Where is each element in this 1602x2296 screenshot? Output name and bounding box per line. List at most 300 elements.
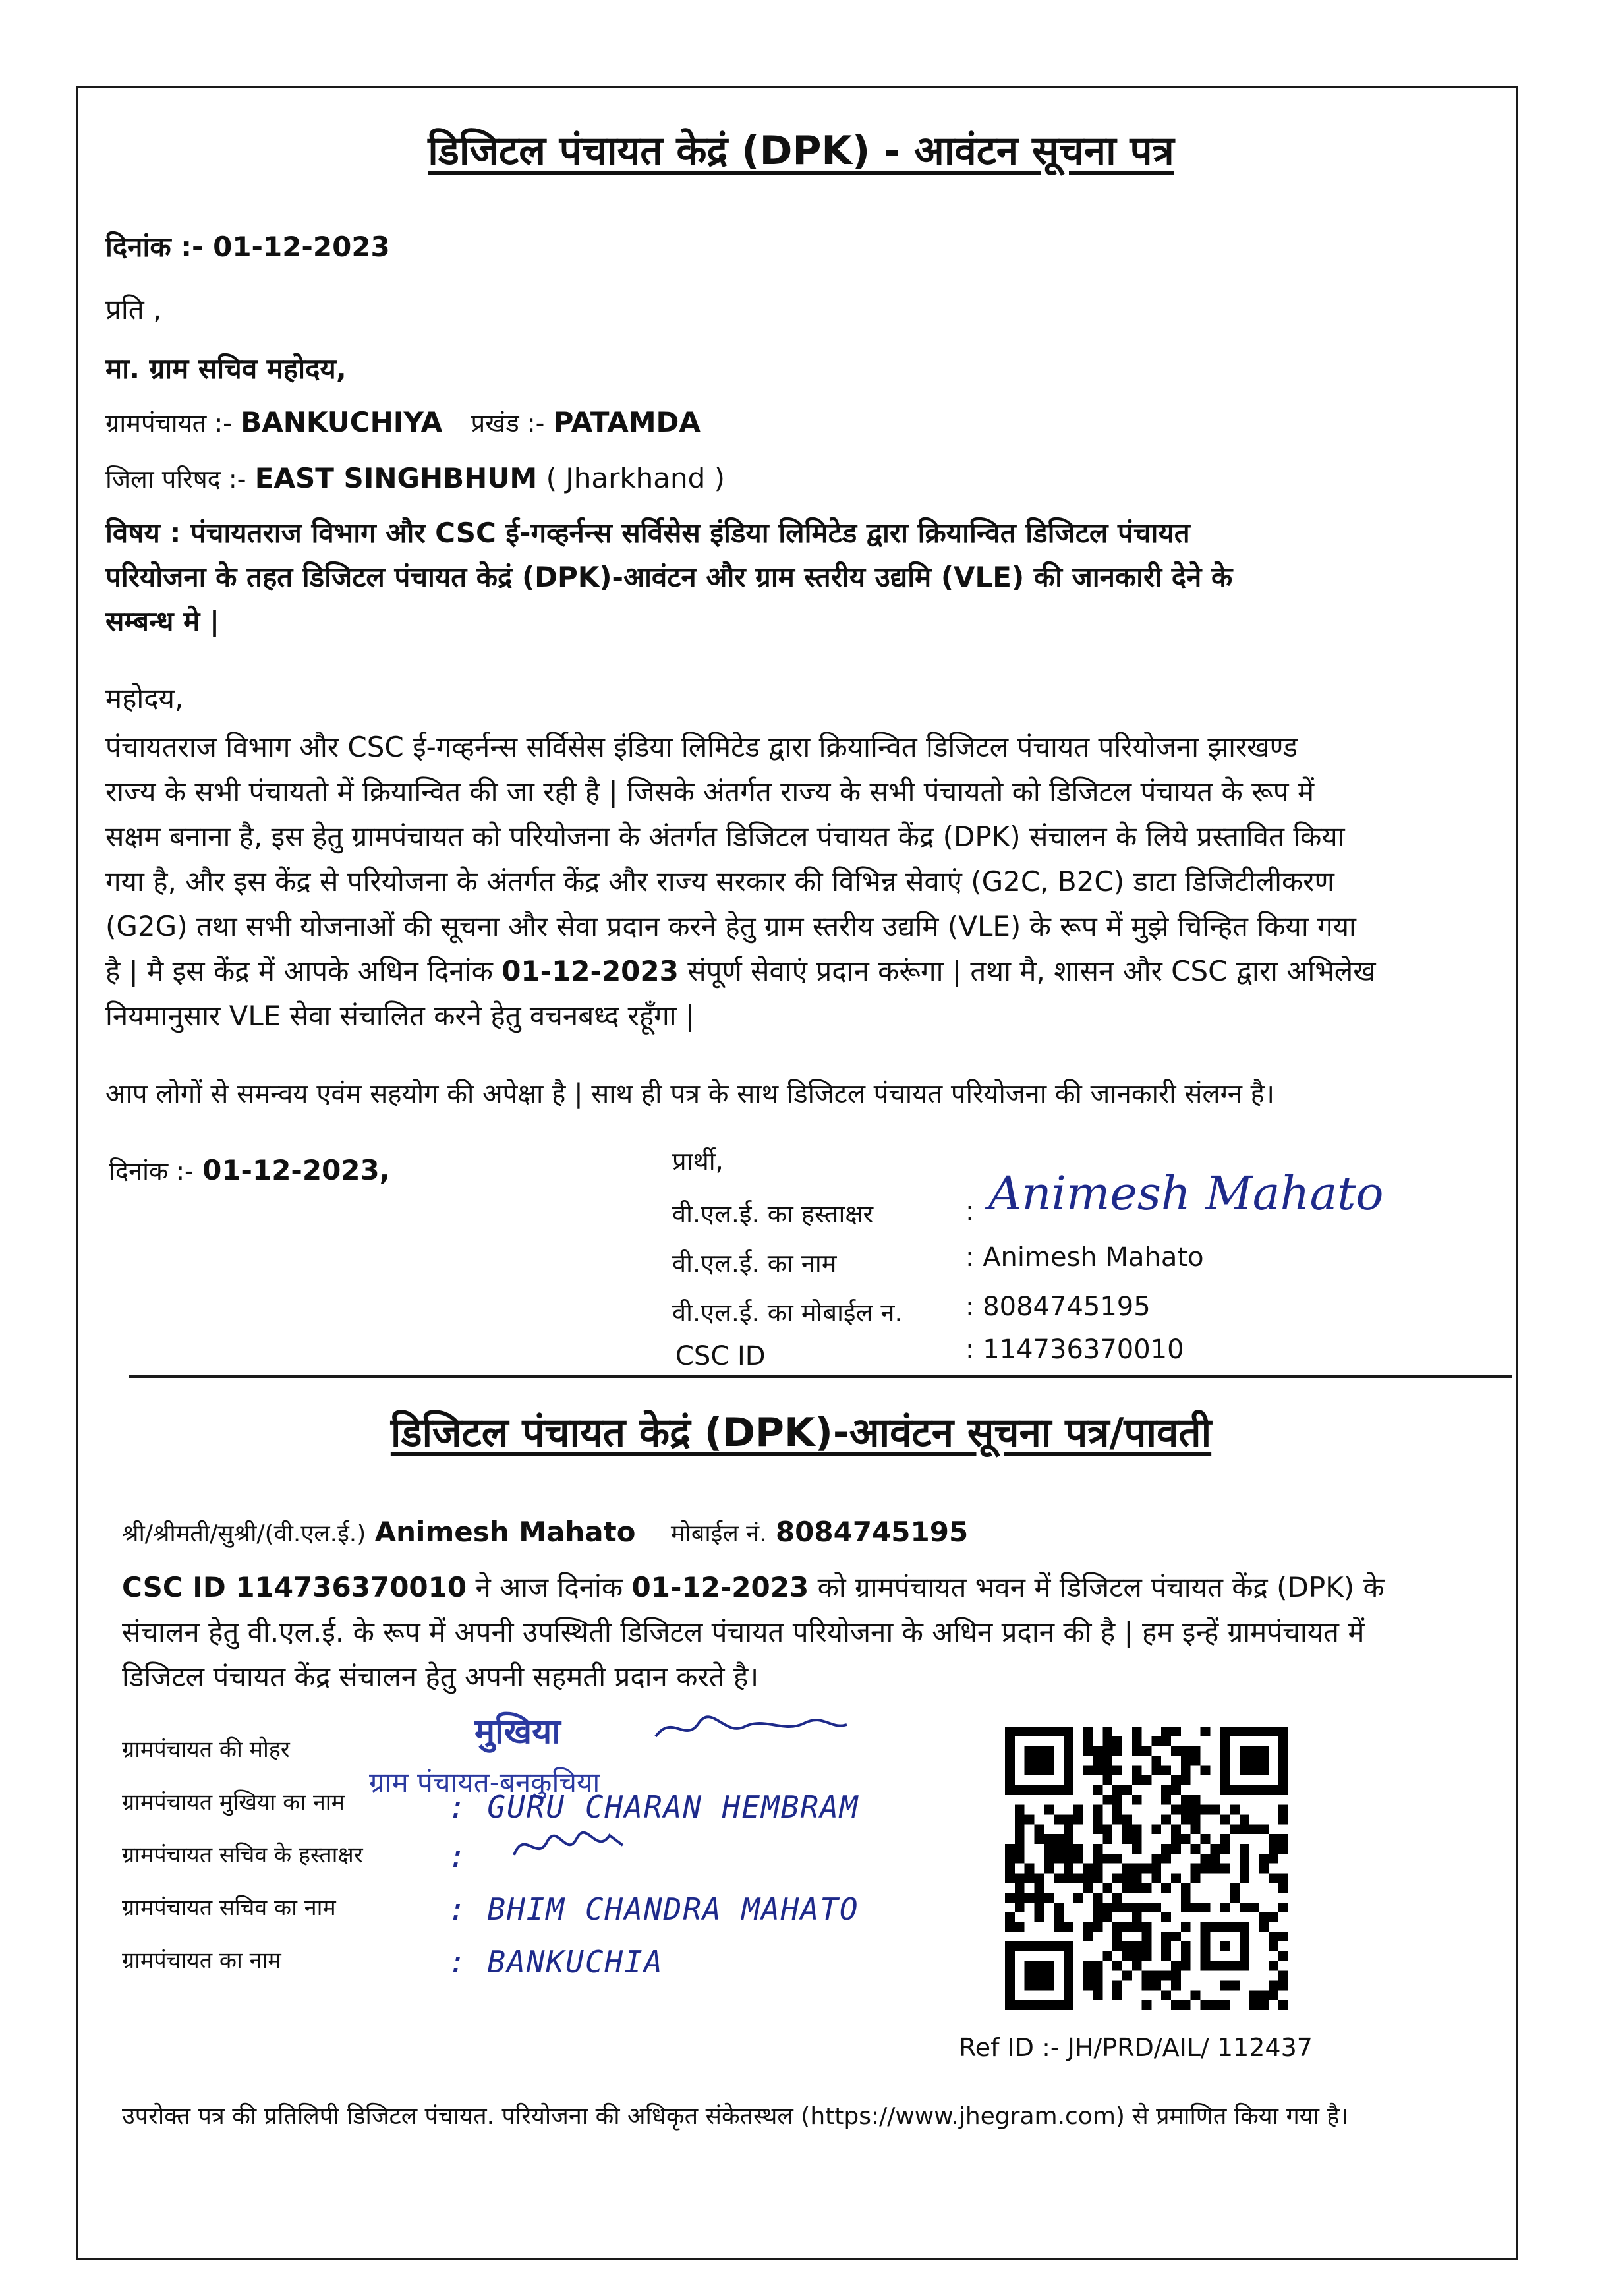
qr-module [1151, 1903, 1161, 1912]
qr-module [1102, 1795, 1112, 1805]
qr-module [1191, 1814, 1201, 1824]
qr-module [1161, 1990, 1171, 2000]
qr-module [1102, 1765, 1112, 1775]
qr-module [1015, 1834, 1025, 1844]
qr-module [1054, 1922, 1064, 1932]
district-line: जिला परिषद :- EAST SINGHBHUM ( Jharkhand ) [105, 462, 726, 494]
qr-module [1240, 1814, 1249, 1824]
qr-module [1093, 1844, 1102, 1854]
qr-module [1054, 1912, 1064, 1922]
qr-module [1054, 1873, 1064, 1883]
body-line: राज्य के सभी पंचायतो में क्रियान्वित की जा रही है | जिसके अंतर्गत राज्य के सभी पंचायतो को डिजिटल पंचायत के रूप में [105, 776, 1315, 808]
qr-module [1171, 1805, 1181, 1815]
qr-module [1151, 1756, 1161, 1765]
gp-seal-label: ग्रामपंचायत की मोहर [122, 1736, 290, 1763]
qr-module [1191, 1746, 1201, 1756]
qr-module [1112, 1805, 1122, 1815]
qr-module [1278, 1834, 1288, 1844]
qr-module [1132, 1727, 1142, 1736]
qr-module [1015, 1824, 1025, 1834]
qr-module [1151, 1736, 1161, 1746]
qr-module [1054, 1834, 1064, 1844]
qr-module [1142, 1775, 1152, 1785]
qr-module [1161, 1814, 1171, 1824]
qr-module [1025, 1864, 1035, 1874]
qr-module [1191, 1824, 1201, 1834]
qr-module [1064, 1844, 1073, 1854]
subject-line: परियोजना के तहत डिजिटल पंचायत केद्रं (DPK)-आवंटन और ग्राम स्तरीय उद्यमि (VLE) की जानकारी देने के [105, 561, 1233, 593]
qr-module [1005, 1854, 1015, 1864]
qr-module [1064, 1824, 1073, 1834]
qr-module [1240, 1873, 1249, 1883]
qr-module [1249, 1903, 1259, 1912]
stamp-gram-panchayat: ग्राम पंचायत-बनकुचिया [369, 1766, 600, 1798]
qr-module [1201, 1834, 1211, 1844]
qr-module [1112, 1932, 1122, 1941]
qr-module [1210, 1844, 1220, 1854]
qr-module [1112, 1941, 1122, 1951]
qr-module [1005, 1873, 1015, 1883]
gp-secretary-name-label: ग्रामपंचायत सचिव का नाम [122, 1895, 336, 1921]
qr-module [1181, 1834, 1191, 1844]
addressee: मा. ग्राम सचिव महोदय, [105, 353, 347, 385]
qr-module [1112, 1765, 1122, 1775]
qr-module [1259, 1912, 1269, 1922]
csc-id-value: : 114736370010 [965, 1335, 1184, 1365]
qr-module [1191, 1864, 1201, 1874]
qr-module [1269, 1961, 1278, 1971]
qr-module [1112, 1903, 1122, 1912]
qr-module [1083, 1932, 1093, 1941]
qr-module [1142, 1971, 1152, 1981]
qr-module [1093, 1922, 1102, 1932]
qr-module [1181, 1893, 1191, 1903]
qr-module [1132, 1746, 1142, 1756]
qr-module [1171, 1844, 1181, 1854]
subject [105, 511, 1489, 643]
qr-module [1210, 1854, 1220, 1864]
qr-module [1161, 1795, 1171, 1805]
qr-module [1093, 1854, 1102, 1864]
qr-module [1034, 1893, 1044, 1903]
letter-title: डिजिटल पंचायत केद्रं (DPK) - आवंटन सूचना पत्र [428, 128, 1174, 174]
qr-module [1171, 1727, 1181, 1736]
qr-module [1102, 1824, 1112, 1834]
qr-module [1034, 1903, 1044, 1912]
qr-module [1083, 1746, 1093, 1756]
qr-module [1201, 2000, 1211, 2010]
qr-module [1064, 1922, 1073, 1932]
qr-module [1171, 1824, 1181, 1834]
qr-module [1122, 1941, 1132, 1951]
section-divider [129, 1375, 1512, 1378]
qr-module [1269, 1844, 1278, 1854]
prati: प्रति , [105, 293, 162, 326]
qr-module [1161, 1727, 1171, 1736]
qr-module [1122, 1951, 1132, 1961]
qr-module [1073, 1893, 1083, 1903]
qr-module [1278, 1883, 1288, 1893]
receipt-vle-line: श्री/श्रीमती/सुश्री/(वी.एल.ई.) Animesh Mahato मोबाईल नं. 8084745195 [122, 1516, 969, 1548]
qr-module [1151, 1981, 1161, 1991]
body-line: है | मै इस केंद्र में आपके अधिन दिनांक 01-12-2023 संपूर्ण सेवाएं प्रदान करूंगा | तथा मै, शासन और CSC द्वारा अभिलेख [105, 955, 1376, 987]
qr-module [1181, 1775, 1191, 1785]
qr-module [1122, 1814, 1132, 1824]
qr-module [1201, 1727, 1211, 1736]
qr-module [1161, 1932, 1171, 1941]
qr-module [1044, 1893, 1054, 1903]
qr-module [1278, 1844, 1288, 1854]
qr-module [1181, 1795, 1191, 1805]
qr-module [1093, 1990, 1102, 2000]
qr-module [1132, 1883, 1142, 1893]
qr-module [1278, 1981, 1288, 1991]
vle-mobile-value: : 8084745195 [965, 1292, 1151, 1322]
qr-module [1220, 1981, 1230, 1991]
qr-module [1083, 1736, 1093, 1746]
qr-module [1142, 1903, 1152, 1912]
qr-module [1210, 1805, 1220, 1815]
qr-module [1142, 1883, 1152, 1893]
qr-module [1201, 1903, 1211, 1912]
qr-module [1151, 1854, 1161, 1864]
qr-module [1034, 1873, 1044, 1883]
qr-module [1122, 1883, 1132, 1893]
qr-module [1161, 1883, 1171, 1893]
qr-module [1171, 1746, 1181, 1756]
qr-module [1181, 2000, 1191, 2010]
qr-module [1112, 1736, 1122, 1746]
qr-module [1171, 1971, 1181, 1981]
qr-module [1249, 1824, 1259, 1834]
vle-sign-label: वी.एल.ई. का हस्ताक्षर [672, 1199, 874, 1228]
qr-module [1073, 1814, 1083, 1824]
qr-module [1083, 1971, 1093, 1981]
qr-module [1171, 2000, 1181, 2010]
qr-module [1161, 1844, 1171, 1854]
qr-module [1083, 1981, 1093, 1991]
qr-module [1151, 1971, 1161, 1981]
qr-module [1102, 1727, 1112, 1736]
qr-module [1201, 1805, 1211, 1815]
qr-module [1025, 1814, 1035, 1824]
qr-module [1064, 1854, 1073, 1864]
qr-module [1240, 1903, 1249, 1912]
body-line: सक्षम बनाना है, इस हेतु ग्रामपंचायत को परियोजना के अंतर्गत डिजिटल पंचायत केंद्र (DPK) संचालन के लिये प्रस्तावित किया [105, 820, 1345, 853]
qr-module [1151, 1765, 1161, 1775]
qr-module [1025, 1893, 1035, 1903]
qr-module [1093, 1971, 1102, 1981]
qr-module [1181, 1765, 1191, 1775]
qr-module [1132, 1961, 1142, 1971]
qr-module [1015, 1854, 1025, 1864]
qr-module [1230, 1824, 1240, 1834]
qr-module [1171, 1932, 1181, 1941]
qr-module [1093, 1961, 1102, 1971]
qr-module [1102, 1912, 1112, 1922]
qr-module [1015, 1922, 1025, 1932]
receipt-line: CSC ID 114736370010 ने आज दिनांक 01-12-2023 को ग्रामपंचायत भवन में डिजिटल पंचायत केंद्र (DPK) के [122, 1571, 1385, 1603]
qr-module [1122, 1824, 1132, 1834]
qr-module [1181, 1814, 1191, 1824]
qr-module [1132, 1912, 1142, 1922]
qr-module [1044, 1854, 1054, 1864]
letter-body [105, 725, 1496, 1039]
qr-module [1161, 1854, 1171, 1864]
qr-module [1093, 1765, 1102, 1775]
qr-module [1025, 1873, 1035, 1883]
qr-module [1073, 1844, 1083, 1854]
qr-module [1142, 1932, 1152, 1941]
qr-module [1102, 1951, 1112, 1961]
qr-module [1132, 1765, 1142, 1775]
qr-module [1191, 1756, 1201, 1765]
qr-module [1093, 1756, 1102, 1765]
qr-module [1064, 1834, 1073, 1844]
qr-module [1112, 1961, 1122, 1971]
receipt-body [122, 1565, 1506, 1700]
qr-module [1122, 1971, 1132, 1981]
qr-module [1132, 1922, 1142, 1932]
qr-module [1269, 1834, 1278, 1844]
qr-module [1083, 1873, 1093, 1883]
qr-module [1220, 1834, 1230, 1844]
qr-module [1259, 2000, 1269, 2010]
qr-module [1112, 1814, 1122, 1824]
qr-module [1093, 1746, 1102, 1756]
gp-head-name-value: : GURU CHARAN HEMBRAM [448, 1789, 859, 1825]
qr-module [1181, 1746, 1191, 1756]
qr-module [1005, 1922, 1015, 1932]
stamp-mukhiya: मुखिया [474, 1712, 561, 1752]
applicant-label: प्रार्थी, [672, 1147, 724, 1176]
qr-module [1240, 1864, 1249, 1874]
qr-module [1093, 1864, 1102, 1874]
qr-module [1132, 1941, 1142, 1951]
qr-module [1093, 1912, 1102, 1922]
qr-module [1122, 1785, 1132, 1795]
qr-module [1278, 1971, 1288, 1981]
qr-module [1269, 1912, 1278, 1922]
gp-head-name-label: ग्रामपंचायत मुखिया का नाम [122, 1789, 345, 1816]
qr-module [1181, 1922, 1191, 1932]
vle-sign-colon: : [965, 1196, 975, 1226]
salutation: महोदय, [105, 682, 184, 714]
qr-module [1112, 1795, 1122, 1805]
qr-module [1171, 1961, 1181, 1971]
qr-module [1015, 1814, 1025, 1824]
closing-line: आप लोगों से समन्वय एवंम सहयोग की अपेक्षा है | साथ ही पत्र के साथ डिजिटल पंचायत परियोजना की जानकारी संलग्न है। [105, 1079, 1275, 1109]
qr-module [1142, 2000, 1152, 2010]
qr-module [1132, 1873, 1142, 1883]
qr-module [1102, 1746, 1112, 1756]
qr-module [1269, 1854, 1278, 1864]
qr-module [1132, 1864, 1142, 1874]
qr-module [1181, 1941, 1191, 1951]
qr-module [1191, 1990, 1201, 2000]
qr-module [1191, 1844, 1201, 1854]
qr-module [1064, 1864, 1073, 1874]
qr-module [1102, 1834, 1112, 1844]
qr-module [1112, 1854, 1122, 1864]
qr-module [1054, 1903, 1064, 1912]
qr-module [1102, 1756, 1112, 1765]
receipt-line: संचालन हेतु वी.एल.ई. के रूप में अपनी उपस्थिती डिजिटल पंचायत परियोजना के अधिन प्रदान की है | हम इन्हें ग्रामपंचायत में [122, 1616, 1365, 1648]
qr-module [1171, 1834, 1181, 1844]
qr-module [1278, 1873, 1288, 1883]
qr-module [1083, 1727, 1093, 1736]
vle-signature: Animesh Mahato [988, 1166, 1384, 1220]
gp-secretary-sign-label: ग्रामपंचायत सचिव के हस्ताक्षर [122, 1842, 363, 1868]
body-line: नियमानुसार VLE सेवा संचालित करने हेतु वचनबध्द रहूँगा | [105, 1000, 695, 1032]
qr-module [1083, 1765, 1093, 1775]
qr-module [1230, 1883, 1240, 1893]
qr-module [1093, 1824, 1102, 1834]
qr-module [1044, 1834, 1054, 1844]
qr-module [1132, 1951, 1142, 1961]
qr-module [1151, 1873, 1161, 1883]
qr-module [1151, 1864, 1161, 1874]
qr-module [1093, 1873, 1102, 1883]
qr-module [1054, 1844, 1064, 1854]
receipt-line: डिजिटल पंचायत केंद्र संचालन हेतु अपनी सहमती प्रदान करते है। [122, 1661, 759, 1693]
qr-module [1161, 1941, 1171, 1951]
qr-module [1201, 1765, 1211, 1775]
qr-module [1161, 1951, 1171, 1961]
qr-module [1142, 1951, 1152, 1961]
qr-module [1220, 1903, 1230, 1912]
qr-module [1161, 1785, 1171, 1795]
gp-name-label: ग्रामपंचायत का नाम [122, 1947, 281, 1974]
qr-module [1142, 1941, 1152, 1951]
qr-module [1122, 1903, 1132, 1912]
qr-module [1161, 1912, 1171, 1922]
qr-module [1181, 1951, 1191, 1961]
qr-module [1249, 2000, 1259, 2010]
qr-module [1122, 1834, 1132, 1844]
qr-module [1083, 1883, 1093, 1893]
qr-module [1102, 1775, 1112, 1785]
qr-module [1240, 1854, 1249, 1864]
body-line: गया है, और इस केंद्र से परियोजना के अंतर्गत केंद्र और राज्य सरकार की विभिन्न सेवाएं (G2C, B2C) डाटा डिजिटीलीकरण [105, 865, 1334, 898]
qr-module [1191, 1873, 1201, 1883]
qr-module [1015, 1903, 1025, 1912]
qr-module [1220, 1814, 1230, 1824]
qr-module [1278, 1903, 1288, 1912]
qr-module [1132, 1824, 1142, 1834]
qr-module [1269, 1990, 1278, 2000]
qr-module [1102, 1883, 1112, 1893]
qr-module [1259, 1864, 1269, 1874]
qr-module [1112, 1746, 1122, 1756]
qr-module [1278, 1951, 1288, 1961]
qr-module [1278, 1932, 1288, 1941]
gp-secretary-name-value: : BHIM CHANDRA MAHATO [448, 1891, 859, 1927]
qr-module [1093, 1805, 1102, 1815]
body-line: पंचायतराज विभाग और CSC ई-गव्हर्नन्स सर्विसेस इंडिया लिमिटेड द्वारा क्रियान्वित डिजिटल पंचायत परियोजना झारखण्ड [105, 731, 1298, 763]
qr-module [1073, 1854, 1083, 1864]
qr-module [1083, 1961, 1093, 1971]
qr-module [1054, 1814, 1064, 1824]
qr-module [1112, 1893, 1122, 1903]
qr-module [1093, 1981, 1102, 1991]
subject-line: सम्बन्ध मे | [105, 605, 220, 637]
qr-module [1064, 1814, 1073, 1824]
qr-module [1230, 1805, 1240, 1815]
qr-module [1191, 1795, 1201, 1805]
footer-note: उपरोक्त पत्र की प्रतिलिपी डिजिटल पंचायत. परियोजना की अधिकृत संकेतस्थल (https://www.jhegram.com) से प्रमाणित किया गया है। [122, 2103, 1349, 2130]
mukhiya-signature-scribble [652, 1710, 850, 1750]
ref-id: Ref ID :- JH/PRD/AIL/ 112437 [959, 2033, 1313, 2062]
qr-module [1112, 1990, 1122, 2000]
qr-module [1093, 1903, 1102, 1912]
gp-name-value: : BANKUCHIA [448, 1944, 664, 1980]
qr-module [1034, 1834, 1044, 1844]
qr-module [1034, 1883, 1044, 1893]
qr-module [1132, 1795, 1142, 1805]
qr-module [1102, 1903, 1112, 1912]
qr-module [1220, 1864, 1230, 1874]
qr-module [1201, 1864, 1211, 1874]
qr-module [1102, 1736, 1112, 1746]
qr-module [1269, 1981, 1278, 1991]
qr-module [1269, 1873, 1278, 1883]
qr-module [1181, 1756, 1191, 1765]
qr-module [1015, 1844, 1025, 1854]
receipt-title: डिजिटल पंचायत केद्रं (DPK)-आवंटन सूचना पत्र/पावती [390, 1410, 1212, 1456]
qr-module [1073, 1805, 1083, 1815]
qr-module [1181, 1903, 1191, 1912]
qr-module [1112, 1922, 1122, 1932]
qr-module [1005, 1912, 1015, 1922]
qr-module [1191, 1805, 1201, 1815]
qr-module [1015, 1873, 1025, 1883]
qr-module [1122, 1873, 1132, 1883]
gram-panchayat-line: ग्रामपंचायत :- BANKUCHIYA प्रखंड :- PATAMDA [105, 406, 701, 438]
qr-module [1083, 1864, 1093, 1874]
qr-module [1171, 1775, 1181, 1785]
qr-module [1044, 1844, 1054, 1854]
qr-module [1161, 1971, 1171, 1981]
qr-module [1278, 2000, 1288, 2010]
qr-module [1093, 1893, 1102, 1903]
qr-module [1278, 1805, 1288, 1815]
qr-module [1112, 1873, 1122, 1883]
qr-module [1181, 1883, 1191, 1893]
qr-module [1102, 1854, 1112, 1864]
qr-module [1093, 1814, 1102, 1824]
qr-module [1044, 1805, 1054, 1815]
subject-line: विषय : पंचायतराज विभाग और CSC ई-गव्हर्नन्स सर्विसेस इंडिया लिमिटेड द्वारा क्रियान्वित डिजिटल पंचायत [105, 517, 1190, 549]
qr-module [1269, 1932, 1278, 1941]
qr-module [1093, 1785, 1102, 1795]
qr-module [1083, 1922, 1093, 1932]
qr-module [1220, 2000, 1230, 2010]
qr-module [1054, 1854, 1064, 1864]
qr-module [1240, 1824, 1249, 1834]
qr-module [1073, 1873, 1083, 1883]
qr-module [1259, 1990, 1269, 2000]
qr-module [1230, 1981, 1240, 1991]
vle-name-label: वी.एल.ई. का नाम [672, 1249, 837, 1278]
qr-module [1259, 1922, 1269, 1932]
qr-module [1161, 1765, 1171, 1775]
qr-module [1132, 1844, 1142, 1854]
qr-module [1181, 1961, 1191, 1971]
qr-module [1249, 1990, 1259, 2000]
qr-module [1142, 1864, 1152, 1874]
qr-module [1132, 1775, 1142, 1785]
